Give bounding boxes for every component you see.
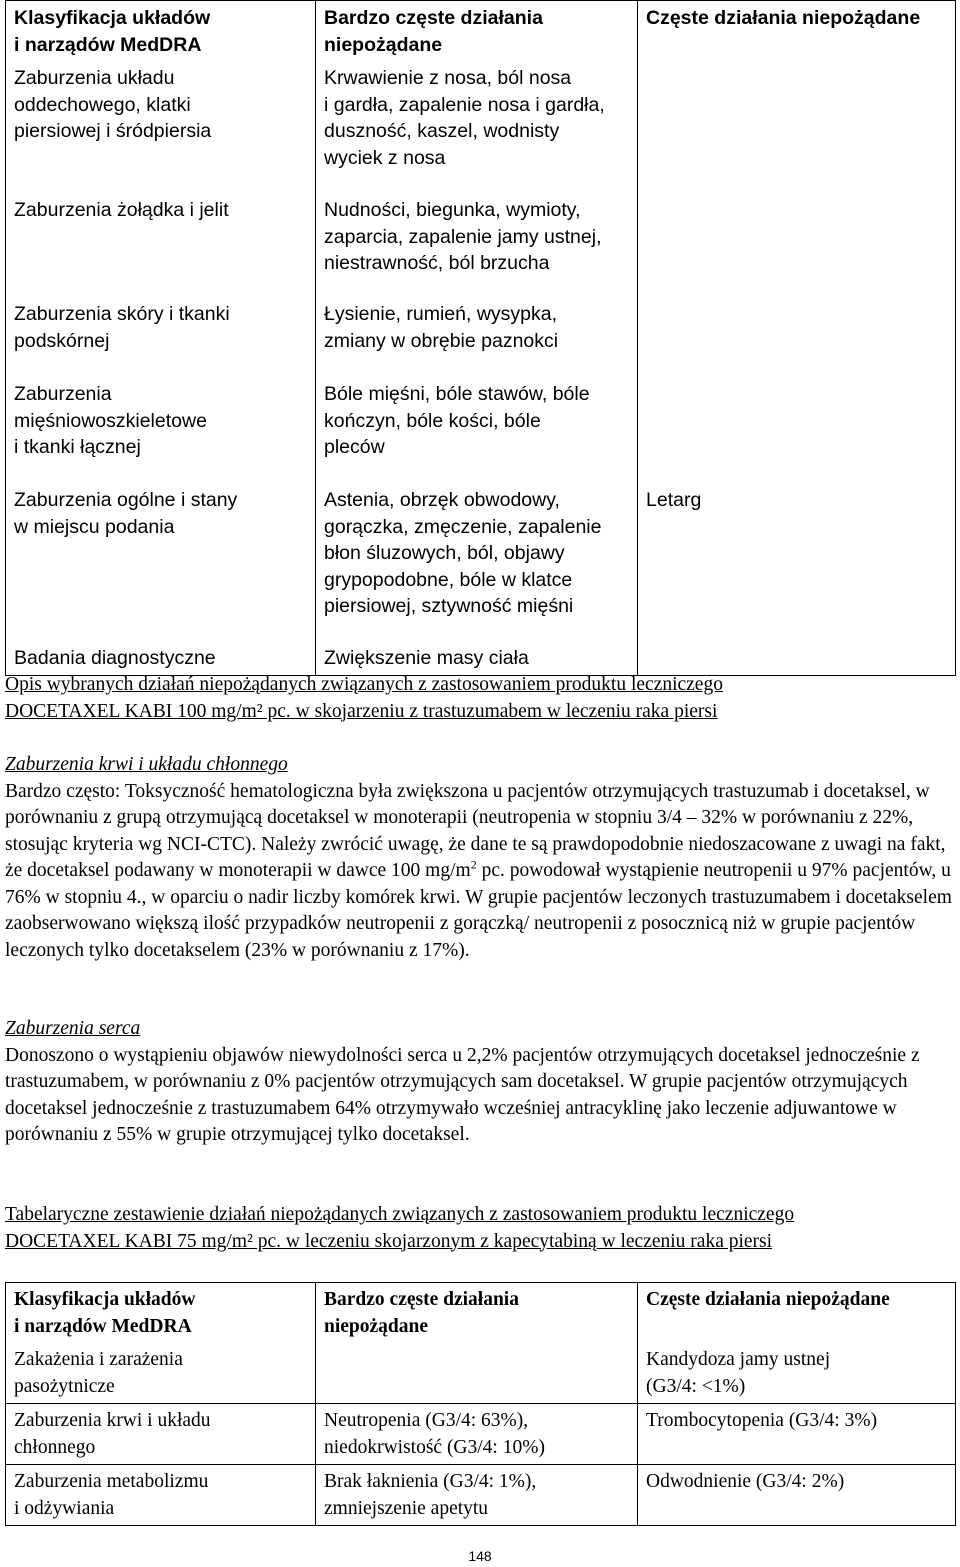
cell-text-line: Zaburzenia ogólne i stany <box>14 489 238 511</box>
cell-text-line: Zwiększenie masy ciała <box>324 647 529 669</box>
cell-text-line: i odżywiania <box>14 1497 115 1519</box>
cell-text-line: zmniejszenie apetytu <box>324 1497 489 1519</box>
adverse-reactions-table-docetaxel-capecitabine <box>5 1282 956 1526</box>
section-heading-selected-reactions <box>5 672 955 725</box>
very-common-reactions-cell <box>316 61 638 193</box>
very-common-reactions-cell <box>316 377 638 483</box>
cell-text-line: piersiowej, sztywność mięśni <box>324 595 574 617</box>
cell-text-line: Zaburzenia skóry i tkanki <box>14 303 230 325</box>
cell-text-line: Nudności, biegunka, wymioty, <box>324 199 581 221</box>
very-common-reactions-cell <box>316 297 638 377</box>
very-common-reactions-cell <box>316 641 638 675</box>
cell-text-line: duszność, kaszel, wodnisty <box>324 120 560 142</box>
cell-text-line: Zaburzenia <box>14 383 112 405</box>
table-body <box>6 1283 956 1526</box>
common-reactions-cell <box>638 1343 956 1404</box>
blood-disorders-section <box>5 752 955 964</box>
column-header <box>6 1 316 62</box>
cell-text-line: Trombocytopenia (G3/4: 3%) <box>646 1410 878 1431</box>
cell-text-line: niepożądane <box>324 33 443 56</box>
page-number: 148 <box>468 1548 492 1564</box>
cell-text-line: zmiany w obrębie paznokci <box>324 329 559 352</box>
cell-text-line: niepożądane <box>324 1315 429 1337</box>
system-organ-class-cell <box>6 1465 316 1526</box>
cell-text-line: chłonnego <box>14 1436 96 1458</box>
section-heading-line-1: Opis wybranych działań niepożądanych związanych z zastosowaniem produktu leczniczego <box>5 674 723 695</box>
cell-text-line: Zaburzenia krwi i układu <box>14 1410 211 1431</box>
cell-text-line: niedokrwistość (G3/4: 10%) <box>324 1436 545 1458</box>
cell-text-line: piersiowej i śródpiersia <box>14 120 212 142</box>
cell-text-line: i narządów MedDRA <box>14 33 202 56</box>
cell-text-line: oddechowego, klatki <box>14 93 191 116</box>
cell-text-line: Neutropenia (G3/4: 63%), <box>324 1410 529 1431</box>
system-organ-class-cell <box>6 641 316 675</box>
cell-text-line: w miejscu podania <box>14 515 175 538</box>
section-heading-tabulated-reactions <box>5 1202 955 1255</box>
system-organ-class-cell <box>6 483 316 641</box>
cell-text-line: Klasyfikacja układów <box>14 7 211 29</box>
cell-text-line: Bóle mięśni, bóle stawów, bóle <box>324 383 590 405</box>
common-reactions-cell <box>638 193 956 297</box>
cell-text-line: wyciek z nosa <box>324 146 446 169</box>
blood-disorders-paragraph: Bardzo często: Toksyczność hematologiczna była zwiększona u pacjentów otrzymujących trastuzumab i docetaksel, w porównaniu z grupą otrzymującą docetaksel w monoterapii (neutropenia w stopniu 3/4 – 32% w porównaniu z 22%, stosując kryteria wg NCI-CTC). Należy zwrócić uwagę, że dane te są prawdopodobnie niedoszacowane z uwagi na fakt, że docetaksel podawany w monoterapii w dawce 100 $mg/m^2$ pc. powodował wystąpienie neutropenii u 97% pacjentów, u 76% w stopniu 4., w oparciu o nadir liczby komórek krwi. W grupie pacjentów leczonych trastuzumabem i docetakselem zaobserwowano większą ilość przypadków neutropenii z gorączką/ neutropenii z posocznicą niż w grupie pacjentów leczonych tylko docetakselem (23% w porównaniu z 17%). <box>5 780 952 961</box>
system-organ-class-cell <box>6 193 316 297</box>
cell-text-line: Zakażenia i zarażenia <box>14 1349 183 1370</box>
cell-text-line: Zaburzenia metabolizmu <box>14 1471 209 1492</box>
very-common-reactions-cell <box>316 1404 638 1465</box>
cell-text-line: Badania diagnostyczne <box>14 647 216 669</box>
cell-text-line: pleców <box>324 436 385 458</box>
very-common-reactions-cell <box>316 1343 638 1404</box>
cell-text-line: Częste działania niepożądane <box>646 7 921 29</box>
cell-text-line: niestrawność, ból brzucha <box>324 252 550 274</box>
table2-header-row <box>6 1283 956 1344</box>
section-heading-line-2: DOCETAXEL KABI 100 mg/m² pc. w skojarzeniu z trastuzumabem w leczeniu raka piersi <box>5 700 718 722</box>
cardiac-disorders-section <box>5 1016 955 1149</box>
cell-text-line: Astenia, obrzęk obwodowy, <box>324 489 560 511</box>
cell-text-line: Klasyfikacja układów <box>14 1289 196 1310</box>
cell-text-line: grypopodobne, bóle w klatce <box>324 568 573 591</box>
cell-text-line: Letarg <box>646 489 702 511</box>
cell-text-line: kończyn, bóle kości, bóle <box>324 409 541 432</box>
table-row <box>6 1343 956 1404</box>
column-header <box>638 1283 956 1344</box>
common-reactions-cell <box>638 483 956 641</box>
cell-text-line: pasożytnicze <box>14 1375 115 1397</box>
system-organ-class-cell <box>6 61 316 193</box>
column-header <box>316 1 638 62</box>
very-common-reactions-cell <box>316 483 638 641</box>
common-reactions-cell <box>638 297 956 377</box>
section-heading-line-1: Tabelaryczne zestawienie działań niepożądanych związanych z zastosowaniem produktu leczniczego <box>5 1204 795 1225</box>
table-row <box>6 641 956 675</box>
system-organ-class-cell <box>6 1404 316 1465</box>
common-reactions-cell <box>638 1404 956 1465</box>
system-organ-class-cell <box>6 1343 316 1404</box>
table-row <box>6 377 956 483</box>
table-row <box>6 61 956 193</box>
cell-text-line: i gardła, zapalenie nosa i gardła, <box>324 93 605 116</box>
cell-text-line: Kandydoza jamy ustnej <box>646 1349 831 1370</box>
column-header <box>6 1283 316 1344</box>
common-reactions-cell <box>638 377 956 483</box>
cell-text-line: (G3/4: <1%) <box>646 1375 746 1397</box>
common-reactions-cell <box>638 641 956 675</box>
common-reactions-cell <box>638 61 956 193</box>
cell-text-line: Bardzo częste działania <box>324 1289 519 1310</box>
cell-text-line: podskórnej <box>14 329 110 352</box>
very-common-reactions-cell <box>316 193 638 297</box>
superscript: 2 <box>470 857 477 872</box>
table-row <box>6 1404 956 1465</box>
table-row <box>6 483 956 641</box>
cardiac-disorders-paragraph: Donoszono o wystąpieniu objawów niewydolności serca u 2,2% pacjentów otrzymujących docetaksel jednocześnie z trastuzumabem, w porównaniu z 0% pacjentów otrzymujących sam docetaksel. W grupie pacjentów otrzymujących docetaksel jednocześnie z trastuzumabem 64% otrzymywało wcześniej antracyklinę jako leczenie adjuwantowe w porównaniu z 55% w grupie otrzymującej tylko docetaksel. <box>5 1044 920 1145</box>
system-organ-class-cell <box>6 297 316 377</box>
cell-text-line: zaparcia, zapalenie jamy ustnej, <box>324 225 602 248</box>
section-heading-line-2: DOCETAXEL KABI 75 mg/m² pc. w leczeniu skojarzonym z kapecytabiną w leczeniu raka piersi <box>5 1230 773 1252</box>
cell-text-line: gorączka, zmęczenie, zapalenie <box>324 515 602 538</box>
cell-text-line: i narządów MedDRA <box>14 1315 192 1337</box>
cardiac-disorders-heading: Zaburzenia serca <box>5 1018 141 1039</box>
system-organ-class-cell <box>6 377 316 483</box>
cell-text-line: Częste działania niepożądane <box>646 1289 890 1310</box>
cell-text-line: i tkanki łącznej <box>14 436 141 458</box>
table-body <box>6 1 956 676</box>
column-header <box>316 1283 638 1344</box>
cell-text-line: Brak łaknienia (G3/4: 1%), <box>324 1471 537 1492</box>
common-reactions-cell <box>638 1465 956 1526</box>
cell-text-line: mięśniowoszkieletowe <box>14 409 207 432</box>
cell-text-line: Zaburzenia żołądka i jelit <box>14 199 229 221</box>
very-common-reactions-cell <box>316 1465 638 1526</box>
table1-header-row <box>6 1 956 62</box>
blood-disorders-heading: Zaburzenia krwi i układu chłonnego <box>5 754 288 775</box>
cell-text-line: Krwawienie z nosa, ból nosa <box>324 67 572 89</box>
cell-text-line: Łysienie, rumień, wysypka, <box>324 303 558 325</box>
cell-text-line: Zaburzenia układu <box>14 67 175 89</box>
column-header <box>638 1 956 62</box>
cell-text-line: Odwodnienie (G3/4: 2%) <box>646 1471 845 1492</box>
table-row <box>6 1465 956 1526</box>
adverse-reactions-table-docetaxel-trastuzumab <box>5 0 956 676</box>
cell-text-line: Bardzo częste działania <box>324 7 543 29</box>
cell-text-line: błon śluzowych, ból, objawy <box>324 542 565 564</box>
table-row <box>6 193 956 297</box>
table-row <box>6 297 956 377</box>
